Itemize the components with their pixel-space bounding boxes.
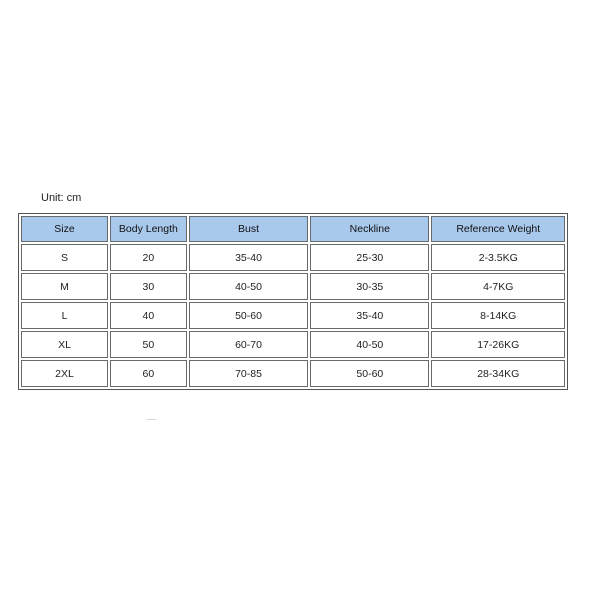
decorative-mark <box>146 419 156 420</box>
cell-neckline: 40-50 <box>310 331 429 358</box>
header-reference-weight: Reference Weight <box>431 216 565 242</box>
cell-neckline: 35-40 <box>310 302 429 329</box>
cell-neckline: 50-60 <box>310 360 429 387</box>
table-row <box>21 360 565 387</box>
cell-bust: 35-40 <box>189 244 308 271</box>
cell-size: XL <box>21 331 108 358</box>
cell-bust: 70-85 <box>189 360 308 387</box>
cell-reference-weight: 17-26KG <box>431 331 565 358</box>
header-neckline: Neckline <box>310 216 429 242</box>
table-row <box>21 273 565 300</box>
cell-neckline: 25-30 <box>310 244 429 271</box>
table-header-row <box>21 216 565 242</box>
cell-body-length: 50 <box>110 331 187 358</box>
cell-bust: 60-70 <box>189 331 308 358</box>
cell-size: 2XL <box>21 360 108 387</box>
cell-size: S <box>21 244 108 271</box>
size-chart-table <box>18 213 568 390</box>
header-bust: Bust <box>189 216 308 242</box>
cell-reference-weight: 28-34KG <box>431 360 565 387</box>
cell-size: L <box>21 302 108 329</box>
cell-body-length: 40 <box>110 302 187 329</box>
cell-neckline: 30-35 <box>310 273 429 300</box>
cell-bust: 50-60 <box>189 302 308 329</box>
cell-body-length: 20 <box>110 244 187 271</box>
cell-body-length: 30 <box>110 273 187 300</box>
header-size: Size <box>21 216 108 242</box>
cell-reference-weight: 2-3.5KG <box>431 244 565 271</box>
table-row <box>21 244 565 271</box>
cell-size: M <box>21 273 108 300</box>
header-body-length: Body Length <box>110 216 187 242</box>
cell-bust: 40-50 <box>189 273 308 300</box>
cell-reference-weight: 4-7KG <box>431 273 565 300</box>
unit-label: Unit: cm <box>41 192 82 204</box>
table-row <box>21 302 565 329</box>
cell-reference-weight: 8-14KG <box>431 302 565 329</box>
table-row <box>21 331 565 358</box>
cell-body-length: 60 <box>110 360 187 387</box>
